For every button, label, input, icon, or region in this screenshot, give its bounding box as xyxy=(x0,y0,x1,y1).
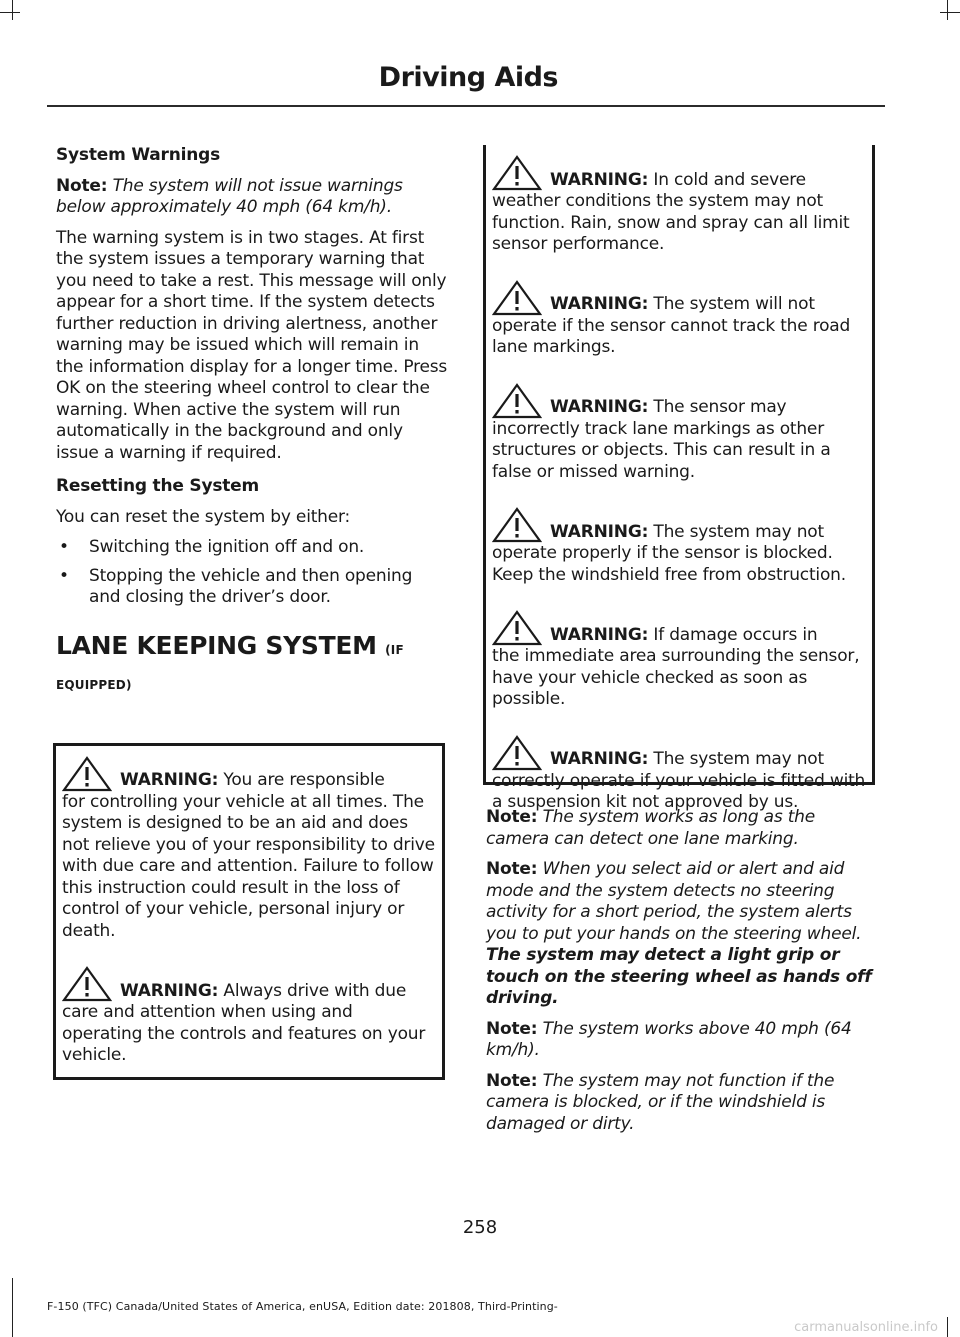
reset-list xyxy=(56,537,448,609)
note-paragraph xyxy=(486,807,878,850)
warning-triangle-icon xyxy=(492,383,542,419)
warning-text: weather conditions the system may not function. Rain, snow and spray can all limit sensor performance. xyxy=(492,191,850,254)
warning-text-first: The system may not xyxy=(653,521,824,542)
warning-text-first: If damage occurs in xyxy=(653,624,818,645)
note-paragraph xyxy=(56,176,448,219)
notes-section xyxy=(486,807,878,1135)
crop-mark-bottom-right-v xyxy=(947,1317,948,1337)
warning-block xyxy=(492,501,866,586)
note-text: When you select aid or alert and aid mode and the system detects no steering activity for a short period, the system alerts you to put your hands on the steering wheel. xyxy=(486,859,862,944)
note-paragraph xyxy=(486,1019,878,1062)
note-text: The system will not issue warnings below approximately 40 mph (64 km/h). xyxy=(56,175,403,217)
warning-keyword: WARNING: xyxy=(550,397,649,417)
warning-block xyxy=(492,604,866,711)
warning-text: the immediate area surrounding the sensor, have your vehicle checked as soon as possible. xyxy=(492,646,860,709)
warning-triangle-icon xyxy=(492,610,542,646)
warning-block xyxy=(62,960,436,1067)
warning-text-first: The sensor may xyxy=(653,397,787,417)
warning-text: correctly operate if your vehicle is fitted with a suspension kit not approved by us. xyxy=(492,770,866,812)
bullet-icon: • xyxy=(59,537,69,557)
warning-keyword: WARNING: xyxy=(550,294,649,314)
header-divider xyxy=(47,105,885,107)
bullet-icon: • xyxy=(59,565,69,586)
warning-block xyxy=(492,729,866,814)
note-text: The system works above 40 mph (64 km/h). xyxy=(486,1018,852,1060)
section-heading-suffix: (IF xyxy=(385,642,404,657)
warning-box-right xyxy=(483,145,875,812)
note-paragraph xyxy=(486,859,878,1010)
warning-keyword: WARNING: xyxy=(120,770,219,790)
note-label: Note: xyxy=(486,1018,538,1039)
system-warnings-heading: System Warnings xyxy=(56,145,221,165)
warning-keyword: WARNING: xyxy=(550,624,649,645)
edition-footer: F-150 (TFC) Canada/United States of America, enUSA, Edition date: 201808, Third-Printing- xyxy=(47,1300,558,1313)
warning-triangle-icon xyxy=(492,507,542,543)
warning-text-first: The system will not xyxy=(653,294,815,314)
warning-keyword: WARNING: xyxy=(550,521,649,542)
warning-block xyxy=(492,377,866,484)
warning-text-first: The system may not xyxy=(653,749,824,769)
note-label: Note: xyxy=(56,175,108,196)
section-heading-continued: EQUIPPED) xyxy=(56,677,132,692)
warning-text: for controlling your vehicle at all times. The system is designed to be an aid and does not relieve you of your responsibility to drive with due care and attention. Failure to follow this instruction could result in the loss of control of your vehicle, personal injury or death. xyxy=(62,791,435,941)
warning-text: operate properly if the sensor is blocked. Keep the windshield free from obstruction. xyxy=(492,543,846,585)
section-heading-text: LANE KEEPING SYSTEM xyxy=(56,630,377,660)
warning-keyword: WARNING: xyxy=(550,169,649,190)
warning-box-left xyxy=(53,743,445,1080)
warning-triangle-icon xyxy=(492,155,542,191)
watermark: carmanualsonline.info xyxy=(794,1320,938,1335)
list-item xyxy=(56,537,448,559)
warning-keyword: WARNING: xyxy=(120,980,219,1001)
warning-text-first: In cold and severe xyxy=(653,169,806,190)
note-text: The system works as long as the camera can detect one lane marking. xyxy=(486,807,816,849)
page-title: Driving Aids xyxy=(378,62,558,93)
crop-mark-top-left-v xyxy=(12,0,13,20)
note-label: Note: xyxy=(486,1070,538,1091)
crop-mark-top-right-h xyxy=(940,12,960,13)
left-column xyxy=(56,145,448,1080)
note-label: Note: xyxy=(486,807,538,827)
warning-block xyxy=(492,149,866,256)
warning-text-first: You are responsible xyxy=(223,770,385,790)
warning-text-first: Always drive with due xyxy=(223,980,407,1001)
right-column xyxy=(486,145,878,1144)
list-item-text: Switching the ignition off and on. xyxy=(89,537,365,557)
list-item xyxy=(56,566,448,609)
warning-triangle-icon xyxy=(62,966,112,1002)
warning-triangle-icon xyxy=(492,735,542,771)
section-heading xyxy=(56,631,448,665)
warning-triangle-icon xyxy=(492,280,542,316)
crop-mark-top-left-h xyxy=(0,12,20,13)
resetting-heading: Resetting the System xyxy=(56,476,260,496)
body-paragraph: The warning system is in two stages. At first the system issues a temporary warning that you need to take a rest. This message will only appear for a short time. If the system detects further reduction in driving alertness, another warning may be issued which will remain in the information display for a longer time. Press OK on the steering wheel control to clear the warning. When active the system will run automatically in the background and only issue a warning if required. xyxy=(56,227,448,463)
warning-block xyxy=(62,750,436,943)
crop-mark-top-right-v xyxy=(947,0,948,20)
warning-block xyxy=(492,274,866,359)
note-paragraph xyxy=(486,1071,878,1136)
warning-text: care and attention when using and operating the controls and features on your vehicle. xyxy=(62,1002,426,1065)
page-number: 258 xyxy=(462,1217,498,1238)
warning-text: operate if the sensor cannot track the road lane markings. xyxy=(492,315,851,357)
warning-keyword: WARNING: xyxy=(550,749,649,769)
warning-text: incorrectly track lane markings as other structures or objects. This can result in a false or missed warning. xyxy=(492,418,831,482)
crop-mark-bottom-left-v xyxy=(12,1278,13,1337)
note-label: Note: xyxy=(486,859,538,879)
warning-triangle-icon xyxy=(62,756,112,792)
note-text: The system may not function if the camera is blocked, or if the windshield is damaged or dirty. xyxy=(486,1070,835,1134)
note-emphasis: The system may detect a light grip or touch on the steering wheel as hands off driving. xyxy=(486,945,872,1008)
reset-intro: You can reset the system by either: xyxy=(56,506,351,527)
list-item-text: Stopping the vehicle and then opening and closing the driver’s door. xyxy=(89,565,413,607)
